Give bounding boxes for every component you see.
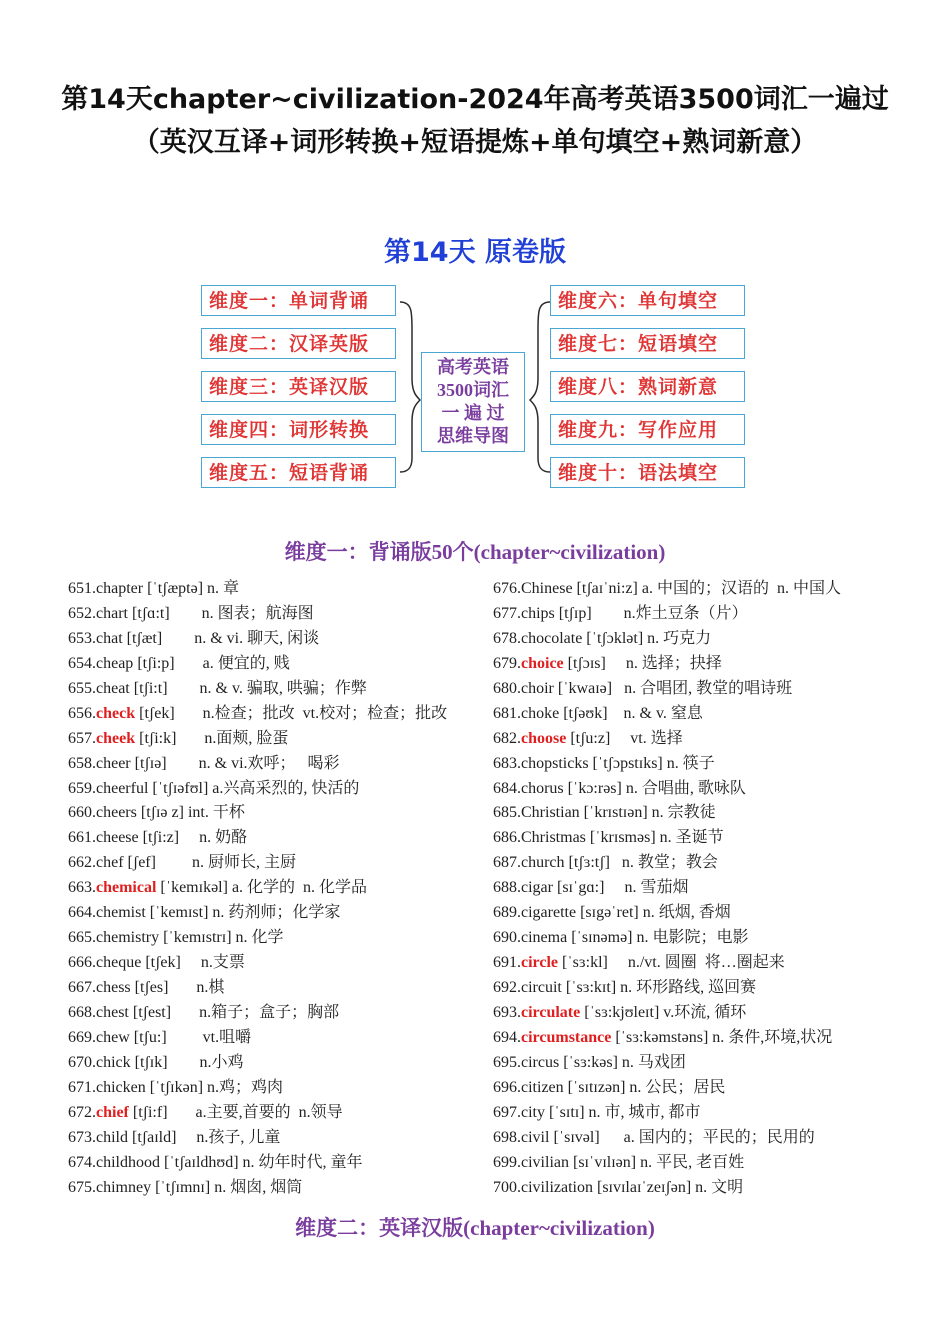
vocab-entry xyxy=(493,602,923,627)
vocab-definition: [tʃi:f] a.主要,首要的 n.领导 xyxy=(128,1103,343,1121)
vocab-number: 682. xyxy=(493,729,521,747)
vocab-word: cheers xyxy=(96,804,137,822)
vocab-word: chart xyxy=(96,604,128,622)
vocab-definition: [ˈkemɪkəl] a. 化学的 n. 化学品 xyxy=(156,879,368,897)
mindmap-node-dimension-5: 维度五：短语背诵 xyxy=(201,457,396,488)
vocab-word: city xyxy=(521,1103,545,1121)
vocab-number: 681. xyxy=(493,704,521,722)
vocab-word: civilization xyxy=(521,1178,593,1196)
vocab-definition: [ˈkrɪsməs] n. 圣诞节 xyxy=(585,829,724,847)
vocab-number: 683. xyxy=(493,754,521,772)
vocab-definition: [ˈtʃaɪldhʊd] n. 幼年时代, 童年 xyxy=(160,1153,363,1171)
vocab-word: circle xyxy=(521,954,559,972)
vocab-word: circumstance xyxy=(521,1028,612,1046)
vocab-word: chew xyxy=(96,1028,130,1046)
vocab-entry xyxy=(493,627,923,652)
mindmap-node-dimension-9: 维度九：写作应用 xyxy=(550,414,745,445)
vocab-number: 657. xyxy=(68,729,96,747)
vocab-number: 651. xyxy=(68,580,96,597)
vocab-entry xyxy=(493,951,923,976)
vocab-definition: [ˈsɪtɪ] n. 市, 城市, 都市 xyxy=(545,1103,701,1121)
vocab-entry xyxy=(68,1001,498,1026)
vocab-number: 677. xyxy=(493,604,521,622)
vocab-definition: [sɪvɪlaɪˈzeɪʃən] n. 文明 xyxy=(592,1178,744,1196)
vocab-entry xyxy=(68,1076,498,1101)
vocab-word: chemical xyxy=(96,879,157,897)
mindmap-node-dimension-3: 维度三：英译汉版 xyxy=(201,371,396,402)
vocab-definition: [tʃest] n.箱子；盒子；胸部 xyxy=(128,1003,340,1021)
vocab-word: citizen xyxy=(521,1078,564,1096)
vocab-definition: [tʃi:z] n. 奶酪 xyxy=(138,829,248,847)
vocab-entry xyxy=(68,976,498,1001)
vocab-word: chat xyxy=(96,629,123,647)
vocab-word: choice xyxy=(521,654,564,672)
vocab-number: 686. xyxy=(493,829,521,847)
vocab-definition: [tʃu:z] vt. 选择 xyxy=(566,729,683,747)
vocab-word: chimney xyxy=(96,1178,152,1196)
vocab-number: 692. xyxy=(493,979,521,996)
vocab-definition: [ˈkwaɪə] n. 合唱团, 教堂的唱诗班 xyxy=(553,679,793,697)
vocab-word: check xyxy=(96,704,136,722)
vocab-definition: [tʃɔɪs] n. 选择；抉择 xyxy=(563,654,722,672)
vocab-definition: [sɪˈgɑ:] n. 雪茄烟 xyxy=(552,879,689,897)
vocab-word: cheer xyxy=(96,754,131,772)
vocab-definition: [sɪˈvɪlɪən] n. 平民, 老百姓 xyxy=(568,1153,745,1171)
vocab-word: cigar xyxy=(521,879,553,897)
vocab-number: 656. xyxy=(68,704,96,722)
vocab-entry xyxy=(493,1176,923,1201)
vocab-entry xyxy=(68,876,498,901)
vocab-definition: [tʃek] n.检查；批改 vt.校对；检查；批改 xyxy=(135,704,448,722)
vocab-word: childhood xyxy=(96,1153,160,1171)
vocab-number: 673. xyxy=(68,1128,96,1146)
vocab-definition: [ˈkɔ:rəs] n. 合唱曲, 歌咏队 xyxy=(563,779,746,797)
vocab-definition: [ˈtʃɪkən] n.鸡；鸡肉 xyxy=(145,1078,284,1096)
vocab-entry xyxy=(493,851,923,876)
vocab-number: 678. xyxy=(493,629,521,647)
vocab-definition: [ˈtʃɔklət] n. 巧克力 xyxy=(582,629,712,647)
vocab-definition: [tʃəʊk] n. & v. 窒息 xyxy=(559,704,703,722)
vocab-word: chips xyxy=(521,604,555,622)
vocab-definition: [ˈsɪtɪzən] n. 公民；居民 xyxy=(563,1078,726,1096)
vocab-entry xyxy=(493,652,923,677)
vocab-number: 652. xyxy=(68,604,96,622)
vocab-word: chef xyxy=(96,854,124,872)
vocab-number: 653. xyxy=(68,629,96,647)
vocab-word: cinema xyxy=(521,929,568,947)
vocab-entry xyxy=(493,876,923,901)
vocab-definition: [tʃek] n.支票 xyxy=(141,954,245,972)
vocab-number: 671. xyxy=(68,1078,96,1096)
vocab-entry xyxy=(493,1076,923,1101)
vocab-entry xyxy=(68,1101,498,1126)
vocab-entry xyxy=(68,752,498,777)
mindmap-node-dimension-8: 维度八：熟词新意 xyxy=(550,371,745,402)
vocab-entry xyxy=(68,1051,498,1076)
vocab-number: 654. xyxy=(68,654,96,672)
vocab-number: 660. xyxy=(68,804,96,822)
mindmap-node-dimension-10: 维度十：语法填空 xyxy=(550,457,745,488)
vocab-entry xyxy=(68,1151,498,1176)
vocab-entry xyxy=(493,926,923,951)
vocab-definition: [tʃaɪld] n.孩子, 儿童 xyxy=(128,1128,281,1146)
vocab-number: 664. xyxy=(68,904,96,922)
vocab-word: cheek xyxy=(96,729,136,747)
vocab-definition: [tʃæt] n. & vi. 聊天, 闲谈 xyxy=(122,629,320,647)
vocab-number: 661. xyxy=(68,829,96,847)
vocab-entry xyxy=(68,926,498,951)
vocab-number: 689. xyxy=(493,904,521,922)
vocab-entry xyxy=(493,1001,923,1026)
vocab-number: 688. xyxy=(493,879,521,897)
vocab-number: 669. xyxy=(68,1028,96,1046)
vocab-entry xyxy=(493,1051,923,1076)
vocab-definition: [ˈsɜ:kjʊleɪt] v.环流, 循环 xyxy=(580,1003,747,1021)
vocab-entry xyxy=(493,727,923,752)
mindmap-node-dimension-6: 维度六：单句填空 xyxy=(550,285,745,316)
mindmap-node-dimension-1: 维度一：单词背诵 xyxy=(201,285,396,316)
vocab-definition: [tʃɪə z] int. 干杯 xyxy=(136,804,245,822)
vocab-entry xyxy=(493,577,923,602)
vocab-number: 696. xyxy=(493,1078,521,1096)
vocab-definition: [ˈkrɪstɪən] n. 宗教徒 xyxy=(579,804,716,822)
vocab-entry xyxy=(68,627,498,652)
vocab-entry xyxy=(493,1126,923,1151)
vocab-number: 667. xyxy=(68,979,96,996)
vocab-definition: [tʃɪə] n. & vi.欢呼； 喝彩 xyxy=(130,754,340,772)
vocab-number: 666. xyxy=(68,954,96,972)
vocab-number: 672. xyxy=(68,1103,96,1121)
vocab-definition: [sɪgəˈret] n. 纸烟, 香烟 xyxy=(576,904,731,922)
mindmap-center-line: 一 遍 过 xyxy=(441,403,505,423)
vocab-number: 662. xyxy=(68,854,96,872)
vocab-entry xyxy=(493,752,923,777)
vocab-number: 680. xyxy=(493,679,521,697)
vocab-number: 663. xyxy=(68,879,96,897)
vocab-entry xyxy=(68,652,498,677)
vocab-word: chicken xyxy=(96,1078,146,1096)
vocab-word: circulate xyxy=(521,1003,581,1021)
vocab-number: 690. xyxy=(493,929,521,947)
mindmap-node-dimension-7: 维度七：短语填空 xyxy=(550,328,745,359)
vocab-number: 687. xyxy=(493,854,521,872)
vocab-word: chopsticks xyxy=(521,754,589,772)
vocab-entry xyxy=(493,801,923,826)
vocab-definition: [ˈtʃɔpstɪks] n. 筷子 xyxy=(588,754,715,772)
vocab-definition: [tʃu:] vt.咀嚼 xyxy=(129,1028,252,1046)
vocab-word: chemistry xyxy=(96,929,160,947)
vocab-entry xyxy=(493,976,923,1001)
vocab-word: chapter xyxy=(96,580,144,597)
vocab-entry xyxy=(68,851,498,876)
vocab-entry xyxy=(68,577,498,602)
vocab-word: chorus xyxy=(521,779,564,797)
vocab-entry xyxy=(68,826,498,851)
document-title: 第14天chapter~civilization-2024年高考英语3500词汇一遍过（英汉互译+词形转换+短语提炼+单句填空+熟词新意） xyxy=(61,84,889,158)
vocab-word: civil xyxy=(521,1128,550,1146)
vocab-word: cheese xyxy=(96,829,139,847)
vocab-word: cheat xyxy=(96,679,130,697)
vocab-definition: [ˈkemɪst] n. 药剂师；化学家 xyxy=(145,904,341,922)
vocab-word: chocolate xyxy=(521,629,583,647)
vocab-number: 659. xyxy=(68,779,96,797)
vocab-word: circus xyxy=(521,1053,560,1071)
vocab-definition: [ˈsɜ:kəs] n. 马戏团 xyxy=(559,1053,686,1071)
vocab-word: choose xyxy=(521,729,567,747)
vocab-entry xyxy=(493,1151,923,1176)
vocab-entry xyxy=(68,1026,498,1051)
vocab-entry xyxy=(493,901,923,926)
vocab-entry xyxy=(493,826,923,851)
vocab-definition: [ˈsɪvəl] a. 国内的；平民的；民用的 xyxy=(549,1128,815,1146)
vocab-word: Chinese xyxy=(521,580,573,597)
vocab-entry xyxy=(493,1101,923,1126)
vocab-word: chick xyxy=(96,1053,131,1071)
vocab-word: choke xyxy=(521,704,560,722)
vocab-entry xyxy=(68,1176,498,1201)
vocab-number: 685. xyxy=(493,804,521,822)
vocab-number: 698. xyxy=(493,1128,521,1146)
vocab-word: child xyxy=(96,1128,128,1146)
vocab-number: 655. xyxy=(68,679,96,697)
vocab-number: 676. xyxy=(493,580,521,597)
vocab-entry xyxy=(68,677,498,702)
vocab-number: 665. xyxy=(68,929,96,947)
mindmap-center-line: 思维导图 xyxy=(437,426,509,446)
vocab-definition: [ˈtʃɪmnɪ] n. 烟囱, 烟筒 xyxy=(151,1178,303,1196)
mindmap-center-node xyxy=(421,352,525,452)
vocab-word: civilian xyxy=(521,1153,569,1171)
word-list-left xyxy=(68,577,498,1200)
vocab-definition: [tʃɑ:t] n. 图表；航海图 xyxy=(127,604,314,622)
vocab-entry xyxy=(68,702,498,727)
vocab-number: 658. xyxy=(68,754,96,772)
document-subtitle: 第14天 原卷版 xyxy=(384,237,566,268)
vocab-word: cheque xyxy=(96,954,142,972)
mindmap-center-line: 高考英语 xyxy=(437,357,509,377)
vocab-entry xyxy=(68,602,498,627)
vocab-definition: [ˈsɜ:kl] n./vt. 圆圈 将…圈起来 xyxy=(558,954,785,972)
vocab-word: cheap xyxy=(96,654,134,672)
vocab-definition: [tʃi:p] a. 便宜的, 贱 xyxy=(133,654,290,672)
vocab-number: 693. xyxy=(493,1003,521,1021)
vocab-number: 691. xyxy=(493,954,521,972)
vocab-definition: [ˈsɜ:kəmstəns] n. 条件,环境,状况 xyxy=(611,1028,833,1046)
vocab-word: church xyxy=(521,854,565,872)
vocab-definition: [ˈtʃɪəfʊl] a.兴高采烈的, 快活的 xyxy=(148,779,360,797)
vocab-word: chess xyxy=(96,979,131,996)
word-list-right xyxy=(493,577,923,1200)
vocab-definition: [tʃaɪˈni:z] a. 中国的；汉语的 n. 中国人 xyxy=(572,580,841,597)
vocab-definition: [tʃi:t] n. & v. 骗取, 哄骗；作弊 xyxy=(129,679,367,697)
vocab-number: 679. xyxy=(493,654,521,672)
vocab-definition: [ˈsɜ:kɪt] n. 环形路线, 巡回赛 xyxy=(561,979,757,996)
vocab-definition: [tʃɜ:tʃ] n. 教堂；教会 xyxy=(564,854,718,872)
vocab-entry xyxy=(493,777,923,802)
vocab-definition: [tʃi:k] n.面颊, 脸蛋 xyxy=(135,729,289,747)
vocab-word: chest xyxy=(96,1003,129,1021)
mindmap-center-line: 3500词汇 xyxy=(437,380,509,400)
vocab-definition: [tʃɪk] n.小鸡 xyxy=(130,1053,244,1071)
vocab-word: chief xyxy=(96,1103,129,1121)
vocab-number: 675. xyxy=(68,1178,96,1196)
mindmap-node-dimension-4: 维度四：词形转换 xyxy=(201,414,396,445)
vocab-number: 670. xyxy=(68,1053,96,1071)
vocab-word: Christmas xyxy=(521,829,586,847)
vocab-word: cheerful xyxy=(96,779,149,797)
vocab-definition: [ˈsɪnəmə] n. 电影院；电影 xyxy=(567,929,749,947)
vocab-definition: [ʃef] n. 厨师长, 主厨 xyxy=(123,854,296,872)
vocab-definition: [ˈtʃæptə] n. 章 xyxy=(143,580,240,597)
vocab-entry xyxy=(68,777,498,802)
vocab-word: cigarette xyxy=(521,904,577,922)
section-heading-translation: 维度二：英译汉版(chapter~civilization) xyxy=(295,1216,655,1240)
vocab-number: 684. xyxy=(493,779,521,797)
vocab-number: 697. xyxy=(493,1103,521,1121)
vocab-entry xyxy=(68,901,498,926)
section-heading-recite: 维度一：背诵版50个(chapter~civilization) xyxy=(284,540,666,564)
vocab-entry xyxy=(68,951,498,976)
vocab-word: Christian xyxy=(521,804,580,822)
vocab-entry xyxy=(68,1126,498,1151)
vocab-number: 694. xyxy=(493,1028,521,1046)
vocab-word: choir xyxy=(521,679,554,697)
vocab-definition: [tʃes] n.棋 xyxy=(130,979,225,996)
vocab-word: circuit xyxy=(521,979,562,996)
vocab-number: 695. xyxy=(493,1053,521,1071)
mindmap-node-dimension-2: 维度二：汉译英版 xyxy=(201,328,396,359)
vocab-definition: [ˈkemɪstrɪ] n. 化学 xyxy=(159,929,284,947)
vocab-number: 700. xyxy=(493,1178,521,1196)
vocab-entry xyxy=(493,702,923,727)
vocab-entry xyxy=(493,1026,923,1051)
vocab-number: 699. xyxy=(493,1153,521,1171)
vocab-entry xyxy=(68,801,498,826)
vocab-number: 674. xyxy=(68,1153,96,1171)
vocab-definition: [tʃɪp] n.炸土豆条（片） xyxy=(554,604,748,622)
vocab-entry xyxy=(68,727,498,752)
vocab-word: chemist xyxy=(96,904,146,922)
vocab-entry xyxy=(493,677,923,702)
vocab-number: 668. xyxy=(68,1003,96,1021)
